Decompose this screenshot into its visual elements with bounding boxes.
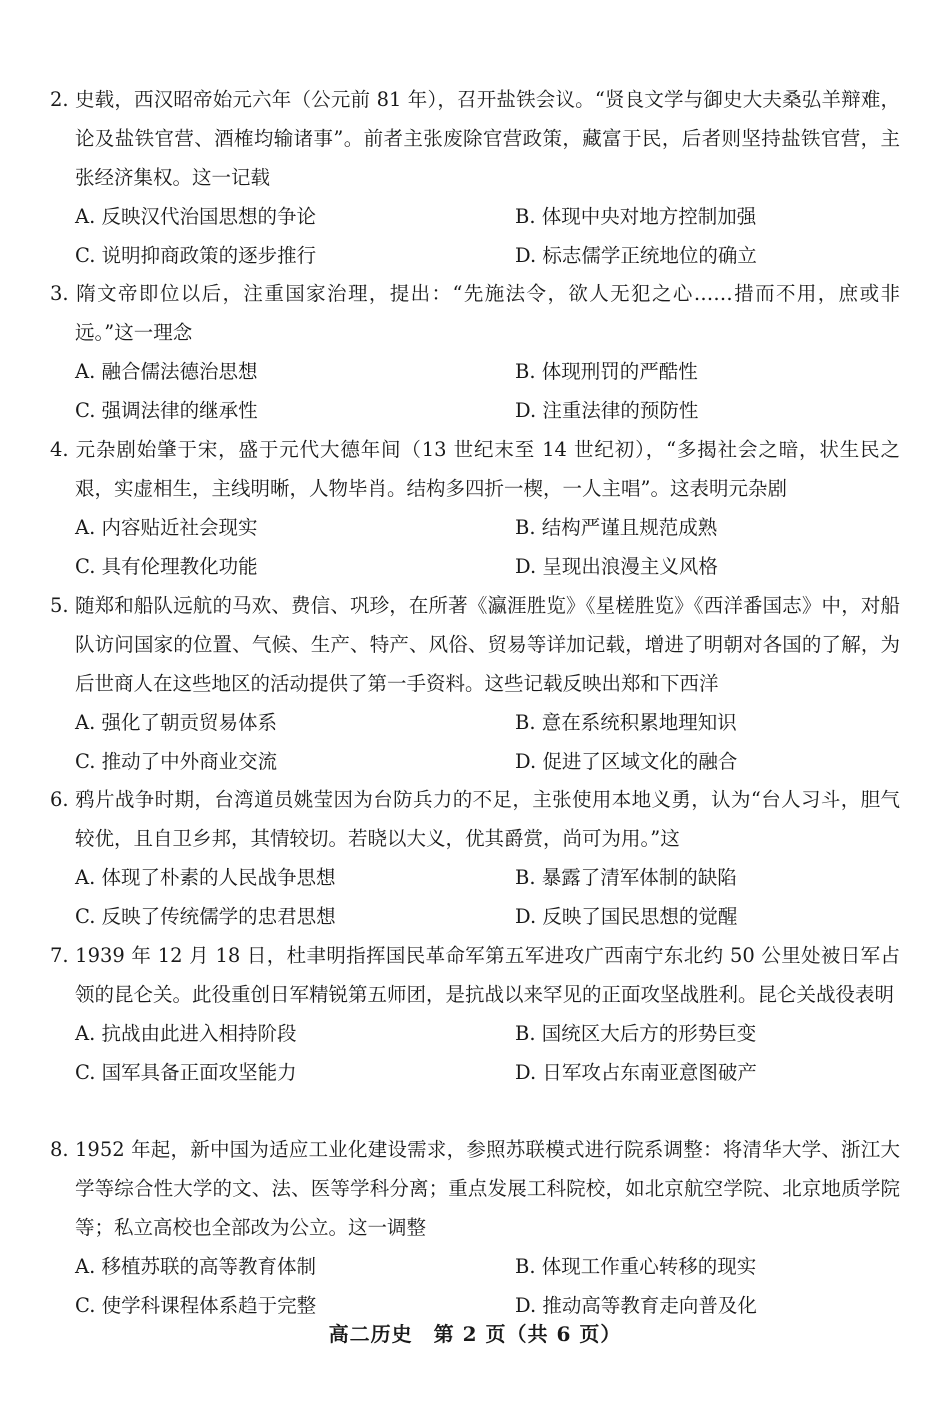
- option-a: A. 反映汉代治国思想的争论: [75, 205, 316, 228]
- option-c: C. 推动了中外商业交流: [75, 750, 278, 773]
- question-stem: 3. 隋文帝即位以后，注重国家治理，提出：“先施法令，欲人无犯之心……措而不用，庶或非远。”这一理念: [50, 282, 900, 344]
- option-b: B. 体现中央对地方控制加强: [515, 205, 757, 228]
- option-b: B. 体现刑罚的严酷性: [515, 360, 698, 383]
- option-c: C. 国军具备正面攻坚能力: [75, 1061, 297, 1084]
- question-stem: 7. 1939 年 12 月 18 日，杜聿明指挥国民革命军第五军进攻广西南宁东北约 50 公里处被日军占领的昆仑关。此役重创日军精锐第五师团，是抗战以来罕见的正面攻坚战胜利。昆仑关战役表明: [50, 944, 900, 1006]
- question-stem: 5. 随郑和船队远航的马欢、费信、巩珍，在所著《瀛涯胜览》《星槎胜览》《西洋番国志》中，对船队访问国家的位置、气候、生产、特产、风俗、贸易等详加记载，增进了明朝对各国的了解，为后世商人在这些地区的活动提供了第一手资料。这些记载反映出郑和下西洋: [50, 594, 900, 695]
- option-a: A. 融合儒法德治思想: [75, 360, 258, 383]
- question-8: [50, 1130, 900, 1325]
- option-c: C. 说明抑商政策的逐步推行: [75, 244, 317, 267]
- option-list: [50, 703, 900, 781]
- option-c: C. 强调法律的继承性: [75, 399, 258, 422]
- option-d: D. 日军攻占东南亚意图破产: [515, 1061, 757, 1084]
- question-6: [50, 780, 900, 936]
- question-3: [50, 274, 900, 430]
- option-list: [50, 352, 900, 430]
- option-list: [50, 508, 900, 586]
- question-4: [50, 430, 900, 586]
- question-stem: 4. 元杂剧始肇于宋，盛于元代大德年间（13 世纪末至 14 世纪初），“多揭社会之暗，状生民之艰，实虚相生，主线明晰，人物毕肖。结构多四折一楔，一人主唱”。这表明元杂剧: [50, 438, 900, 500]
- question-stem: 6. 鸦片战争时期，台湾道员姚莹因为台防兵力的不足，主张使用本地义勇，认为“台人习斗，胆气较优，且自卫乡邦，其情较切。若晓以大义，优其爵赏，尚可为用。”这: [50, 788, 900, 850]
- option-b: B. 国统区大后方的形势巨变: [515, 1022, 757, 1045]
- option-list: [50, 1247, 900, 1325]
- option-c: C. 具有伦理教化功能: [75, 555, 258, 578]
- option-d: D. 反映了国民思想的觉醒: [515, 905, 738, 928]
- question-5: [50, 586, 900, 781]
- option-a: A. 体现了朴素的人民战争思想: [75, 866, 336, 889]
- option-a: A. 抗战由此进入相持阶段: [75, 1022, 297, 1045]
- option-d: D. 标志儒学正统地位的确立: [515, 244, 757, 267]
- option-d: D. 呈现出浪漫主义风格: [515, 555, 718, 578]
- option-list: [50, 1014, 900, 1092]
- option-d: D. 推动高等教育走向普及化: [515, 1294, 757, 1317]
- question-7: [50, 936, 900, 1092]
- option-a: A. 内容贴近社会现实: [75, 516, 258, 539]
- option-c: C. 反映了传统儒学的忠君思想: [75, 905, 336, 928]
- option-b: B. 意在系统积累地理知识: [515, 711, 737, 734]
- question-stem: 8. 1952 年起，新中国为适应工业化建设需求，参照苏联模式进行院系调整：将清华大学、浙江大学等综合性大学的文、法、医等学科分离；重点发展工科院校，如北京航空学院、北京地质学院等；私立高校也全部改为公立。这一调整: [50, 1138, 900, 1239]
- option-a: A. 移植苏联的高等教育体制: [75, 1255, 316, 1278]
- option-b: B. 体现工作重心转移的现实: [515, 1255, 757, 1278]
- option-a: A. 强化了朝贡贸易体系: [75, 711, 277, 734]
- option-list: [50, 858, 900, 936]
- question-2: [50, 80, 900, 275]
- page-footer: 高二历史 第 2 页（共 6 页）: [328, 1322, 622, 1346]
- question-stem: 2. 史载，西汉昭帝始元六年（公元前 81 年），召开盐铁会议。“贤良文学与御史大夫桑弘羊辩难，论及盐铁官营、酒榷均输诸事”。前者主张废除官营政策，藏富于民，后者则坚持盐铁官营，主张经济集权。这一记载: [50, 88, 900, 189]
- option-list: [50, 197, 900, 275]
- option-d: D. 注重法律的预防性: [515, 399, 699, 422]
- option-b: B. 结构严谨且规范成熟: [515, 516, 718, 539]
- option-c: C. 使学科课程体系趋于完整: [75, 1294, 317, 1317]
- option-d: D. 促进了区域文化的融合: [515, 750, 738, 773]
- option-b: B. 暴露了清军体制的缺陷: [515, 866, 737, 889]
